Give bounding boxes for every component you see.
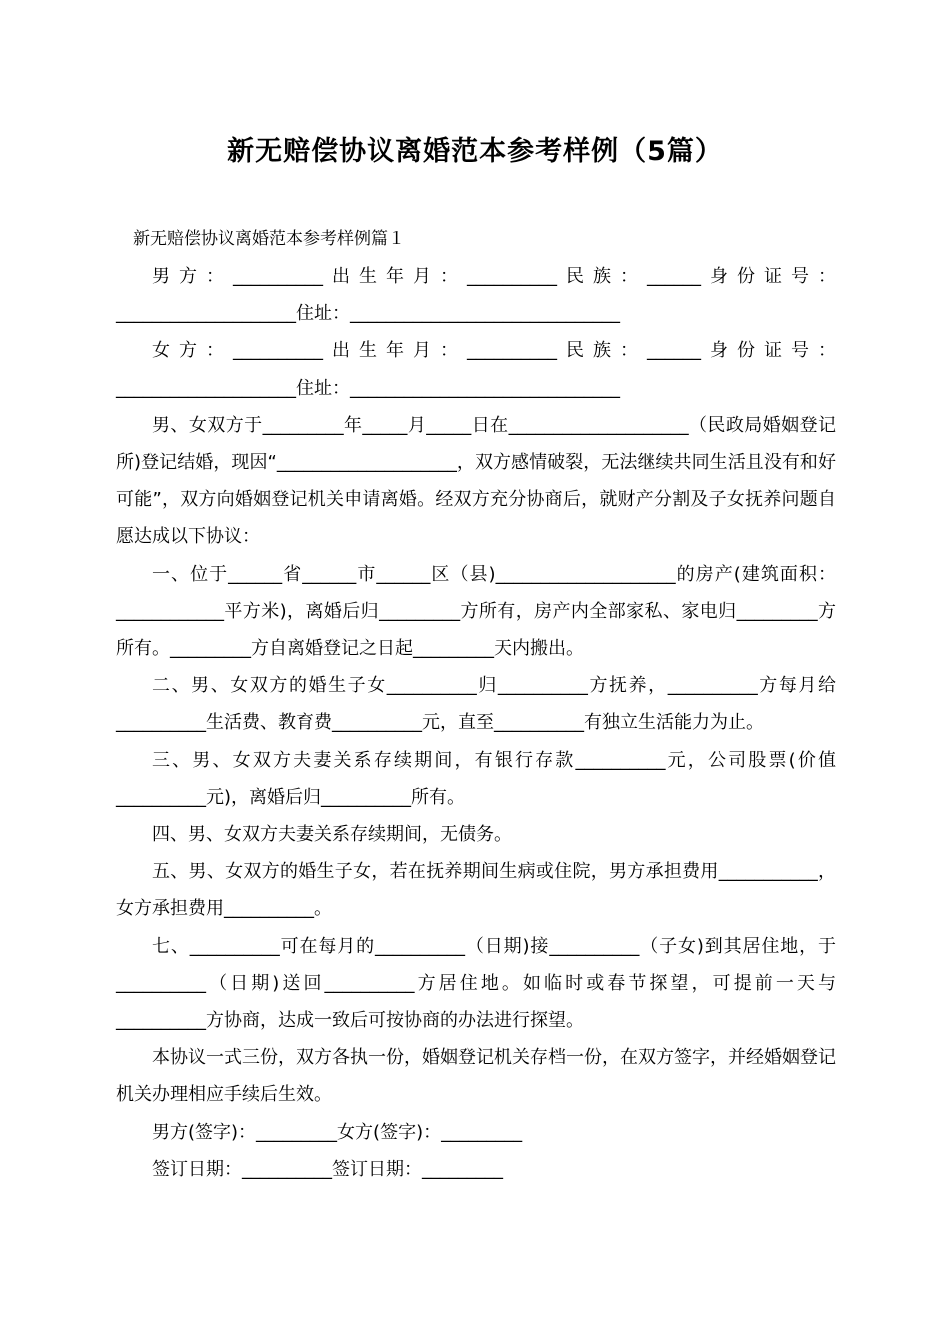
paragraph-clause-4: 四、男、女双方夫妻关系存续期间，无债务。 [152,824,512,846]
paragraph-male-info: 男方：__________出生年月：__________民族：______身份证号：____________________住址：______________________________ [116,266,836,325]
signature-line: 男方(签字)：_________女方(签字)：_________ [152,1121,523,1143]
paragraph-clause-1: 一、位于______省______市______区（县)____________________的房产(建筑面积：____________平方米)，离婚后归_________方所有，房产内全部家私、家电归_________方所有。_________方自离婚登记之日起_________天内搬出。 [116,563,836,660]
section-subtitle: 新无赔偿协议离婚范本参考样例篇１ [133,229,405,249]
date-line: 签订日期：__________签订日期：_________ [152,1158,503,1180]
document-body [116,258,836,1188]
paragraph-clause-7: 七、__________可在每月的__________（日期)接__________（子女)到其居住地，于__________（日期)送回__________方居住地。如临时或春节探望，可提前一天与__________方协商，达成一致后可按协商的办法进行探望。 [116,935,836,1032]
document-title: 新无赔偿协议离婚范本参考样例（5篇） [227,136,723,167]
paragraph-clause-5: 五、男、女双方的婚生子女，若在抚养期间生病或住院，男方承担费用___________，女方承担费用__________。 [116,861,836,920]
paragraph-clause-3: 三、男、女双方夫妻关系存续期间，有银行存款__________元，公司股票(价值__________元)，离婚后归__________所有。 [116,749,836,808]
paragraph-validity: 本协议一式三份，双方各执一份，婚姻登记机关存档一份，在双方签字，并经婚姻登记机关办理相应手续后生效。 [116,1047,836,1106]
paragraph-marriage-info: 男、女双方于_________年_____月_____日在____________________（民政局婚姻登记所)登记结婚，现因“____________________，双方感情破裂，无法继续共同生活且没有和好可能”，双方向婚姻登记机关申请离婚。经双方充分协商后，就财产分割及子女抚养问题自愿达成以下协议： [116,414,836,548]
paragraph-clause-2: 二、男、女双方的婚生子女__________归__________方抚养，__________方每月给__________生活费、教育费__________元，直至__________有独立生活能力为止。 [116,675,836,734]
paragraph-female-info: 女方：__________出生年月：__________民族：______身份证号：____________________住址：______________________________ [116,340,836,399]
